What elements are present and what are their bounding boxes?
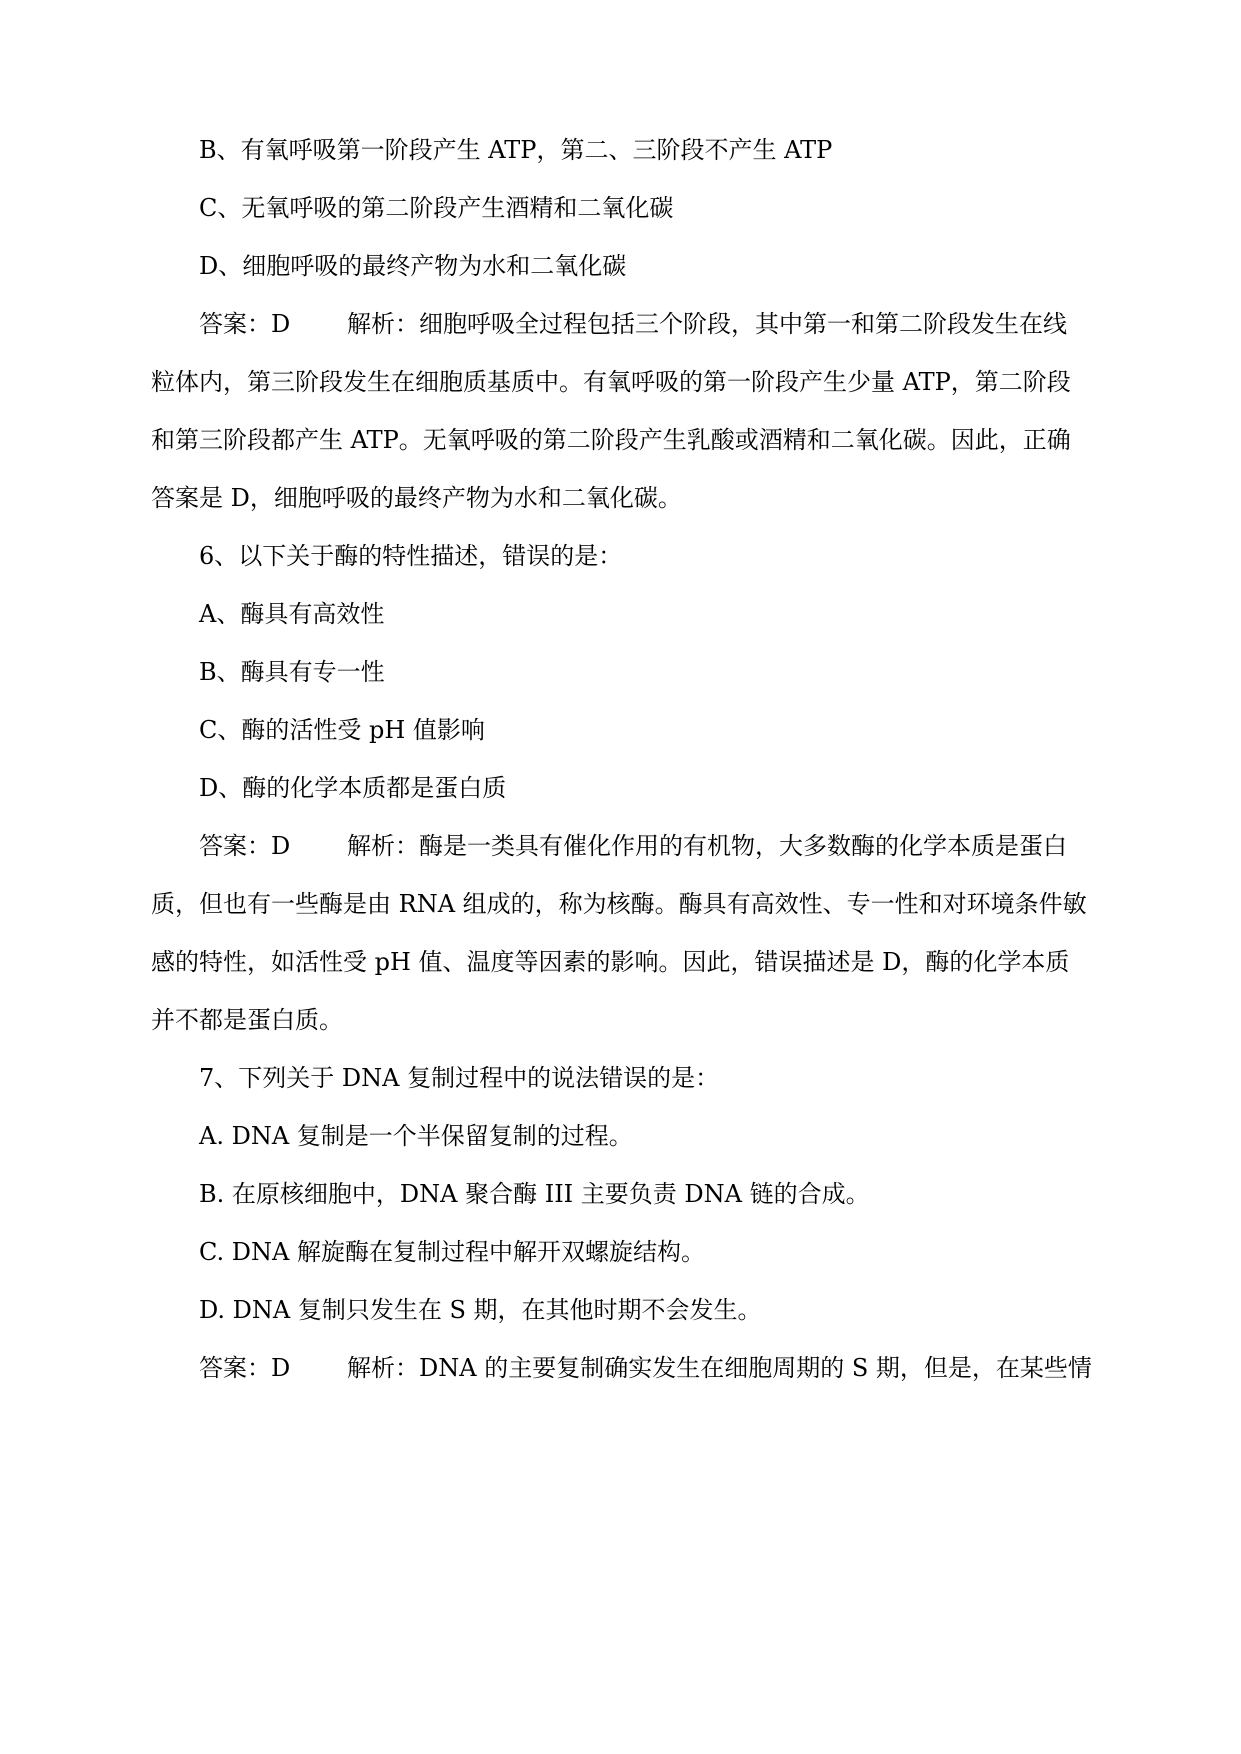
q6-question: 6、以下关于酶的特性描述，错误的是： (199, 542, 623, 570)
q6-option-c: C、酶的活性受 pH 值影响 (199, 716, 485, 744)
q7-option-d: D. DNA 复制只发生在 S 期，在其他时期不会发生。 (199, 1296, 762, 1324)
q7-answer: 答案：D (199, 1354, 291, 1382)
q5-explanation-line-1: 解析：细胞呼吸全过程包括三个阶段，其中第一和第二阶段发生在线 (347, 310, 1067, 338)
q5-option-b: B、有氧呼吸第一阶段产生 ATP，第二、三阶段不产生 ATP (199, 136, 833, 164)
q6-option-b: B、酶具有专一性 (199, 658, 385, 686)
q7-answer-line (199, 1353, 1092, 1383)
q6-option-d: D、酶的化学本质都是蛋白质 (199, 774, 507, 802)
q5-explanation-line-4: 答案是 D，细胞呼吸的最终产物为水和二氧化碳。 (151, 484, 682, 512)
q6-option-a: A、酶具有高效性 (199, 600, 385, 628)
q7-option-c: C. DNA 解旋酶在复制过程中解开双螺旋结构。 (199, 1238, 705, 1266)
q6-explanation-line-2: 质，但也有一些酶是由 RNA 组成的，称为核酶。酶具有高效性、专一性和对环境条件敏 (151, 890, 1087, 918)
q6-explanation-line-1: 解析：酶是一类具有催化作用的有机物，大多数酶的化学本质是蛋白 (347, 832, 1067, 860)
q6-answer-line (199, 831, 1067, 861)
q5-option-c: C、无氧呼吸的第二阶段产生酒精和二氧化碳 (199, 194, 674, 222)
q6-explanation-line-3: 感的特性，如活性受 pH 值、温度等因素的影响。因此，错误描述是 D，酶的化学本质 (151, 948, 1070, 976)
q5-answer-line (199, 309, 1067, 339)
q6-answer: 答案：D (199, 832, 291, 860)
q6-explanation-line-4: 并不都是蛋白质。 (151, 1006, 343, 1034)
q5-explanation-line-2: 粒体内，第三阶段发生在细胞质基质中。有氧呼吸的第一阶段产生少量 ATP，第二阶段 (151, 368, 1071, 396)
q7-option-a: A. DNA 复制是一个半保留复制的过程。 (199, 1122, 633, 1150)
q5-option-d: D、细胞呼吸的最终产物为水和二氧化碳 (199, 252, 627, 280)
q7-explanation-line-1: 解析：DNA 的主要复制确实发生在细胞周期的 S 期，但是，在某些情 (347, 1354, 1092, 1382)
q5-answer: 答案：D (199, 310, 291, 338)
q7-option-b: B. 在原核细胞中，DNA 聚合酶 III 主要负责 DNA 链的合成。 (199, 1180, 870, 1208)
q5-explanation-line-3: 和第三阶段都产生 ATP。无氧呼吸的第二阶段产生乳酸或酒精和二氧化碳。因此，正确 (151, 426, 1071, 454)
q7-question: 7、下列关于 DNA 复制过程中的说法错误的是： (199, 1064, 720, 1092)
